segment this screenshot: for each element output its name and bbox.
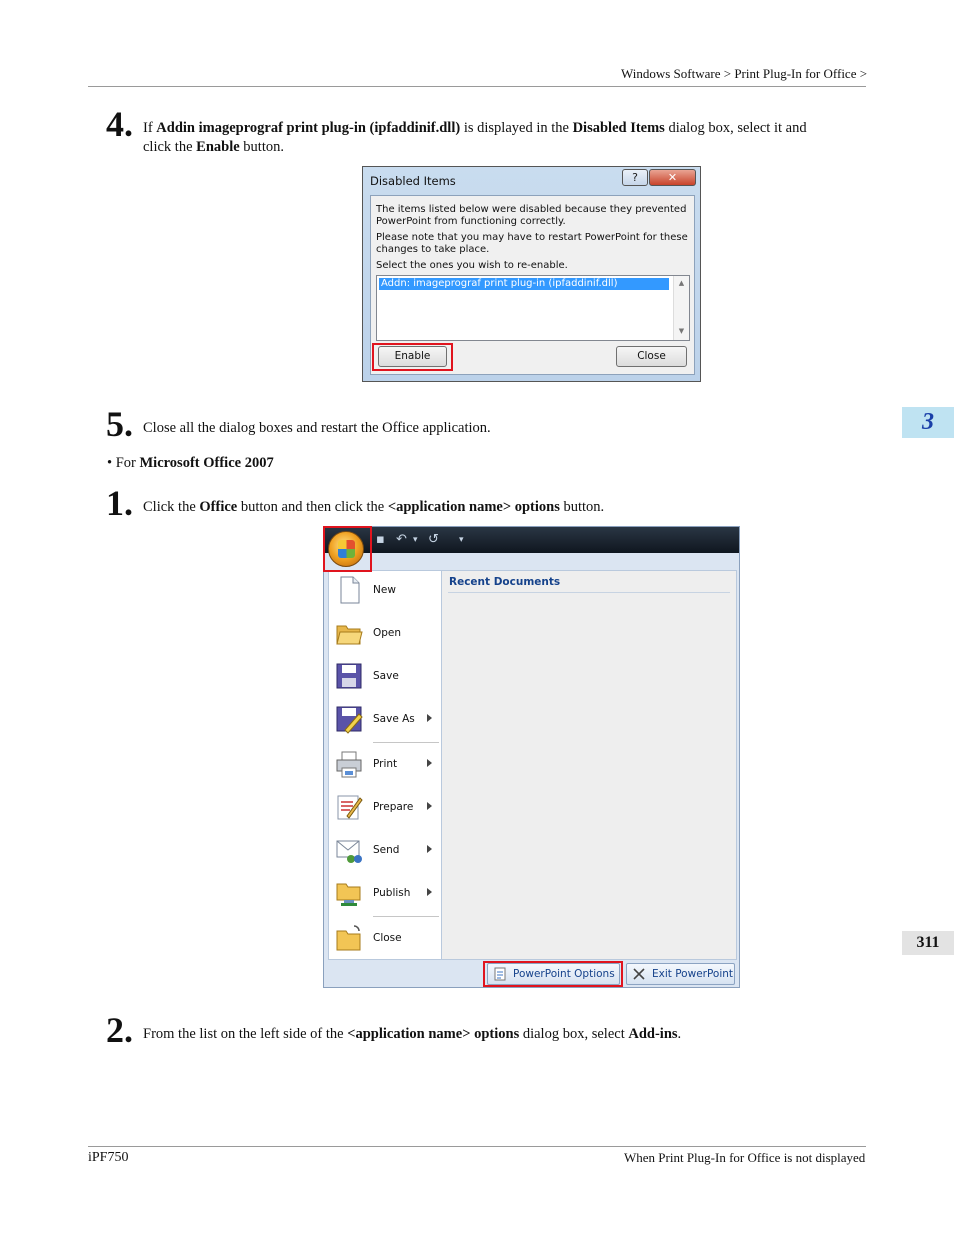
header-rule (88, 86, 866, 87)
step-1-number: 1. (106, 483, 133, 523)
dialog-close-icon[interactable]: ✕ (649, 169, 696, 186)
step-5-number: 5. (106, 404, 133, 444)
menu-item-save[interactable]: Save (333, 659, 441, 695)
submenu-arrow-icon (427, 802, 432, 810)
list-scrollbar[interactable] (673, 276, 689, 340)
menu-item-close[interactable]: Close (333, 921, 441, 957)
save-icon[interactable]: ▪ (376, 532, 385, 547)
step-4-text: If Addin imageprograf print plug-in (ipfaddinif.dll) is displayed in the Disabled Items dialog box, select it and click the Enable button. (143, 120, 807, 155)
prepare-icon (335, 792, 363, 822)
enable-button[interactable]: Enable (378, 346, 447, 367)
enable-highlight (372, 343, 453, 371)
options-button-highlight (483, 961, 623, 987)
save-disk-icon (335, 661, 363, 691)
recent-documents-title: Recent Documents (449, 576, 561, 588)
publish-icon (335, 878, 363, 908)
menu-item-publish[interactable]: Publish (333, 876, 441, 912)
dialog-message-line: The items listed below were disabled because they prevented (376, 204, 687, 215)
recent-documents-divider (448, 592, 730, 593)
submenu-arrow-icon (427, 888, 432, 896)
quick-access-toolbar (324, 527, 739, 553)
step-2-number: 2. (106, 1010, 133, 1050)
disabled-items-list[interactable] (376, 275, 690, 341)
help-button[interactable]: ? (622, 169, 648, 186)
open-folder-icon (335, 618, 363, 648)
scroll-down-icon[interactable]: ▼ (678, 327, 685, 335)
save-as-icon (335, 704, 363, 734)
step-5-text: Close all the dialog boxes and restart the Office application. (143, 420, 491, 436)
dropdown-icon[interactable]: ▾ (413, 535, 418, 545)
scroll-up-icon[interactable]: ▲ (678, 279, 685, 287)
dialog-message-line: changes to take place. (376, 244, 490, 255)
footer-model: iPF750 (88, 1150, 129, 1165)
menu-item-prepare[interactable]: Prepare (333, 790, 441, 826)
dialog-title: Disabled Items (370, 174, 456, 188)
close-button[interactable]: Close (616, 346, 687, 367)
dialog-message-line: Please note that you may have to restart PowerPoint for these (376, 232, 688, 243)
send-icon (335, 835, 363, 865)
list-item-selected[interactable]: Addn: imageprograf print plug-in (ipfaddinif.dll) (379, 278, 669, 290)
dialog-message-line: Select the ones you wish to re-enable. (376, 260, 568, 271)
submenu-arrow-icon (427, 845, 432, 853)
exit-powerpoint-button[interactable]: Exit PowerPoint (626, 963, 735, 985)
menu-item-new[interactable]: New (333, 573, 441, 609)
menu-item-open[interactable]: Open (333, 616, 441, 652)
menu-item-print[interactable]: Print (333, 747, 441, 783)
menu-separator (373, 916, 439, 917)
undo-icon[interactable]: ↶ (396, 532, 407, 547)
exit-x-icon (633, 967, 645, 981)
page-number: 311 (902, 931, 954, 955)
chapter-tab: 3 (902, 407, 954, 438)
customize-qat-icon[interactable]: ▾ (459, 535, 464, 545)
office-menu-screenshot (323, 526, 740, 988)
footer-section-title: When Print Plug-In for Office is not displayed (624, 1150, 866, 1165)
office-button-highlight (323, 526, 372, 572)
step-1-text: Click the Office button and then click the <application name> options button. (143, 499, 605, 515)
close-folder-icon (335, 923, 363, 953)
printer-icon (335, 749, 363, 779)
powerpoint-options-button[interactable]: PowerPoint Options (487, 963, 620, 985)
footer-rule (88, 1146, 866, 1147)
header-breadcrumb: Windows Software > Print Plug-In for Office > (621, 66, 868, 81)
submenu-arrow-icon (427, 714, 432, 722)
submenu-arrow-icon (427, 759, 432, 767)
redo-icon[interactable]: ↺ (428, 532, 439, 547)
step-4-number: 4. (106, 104, 133, 144)
step-2-text: From the list on the left side of the <application name> options dialog box, select Add-ins. (143, 1026, 682, 1042)
bullet-office-2007: • For Microsoft Office 2007 (107, 455, 274, 471)
menu-item-save-as[interactable]: Save As (333, 702, 441, 738)
recent-documents-pane (441, 570, 737, 960)
office-menu-commands (328, 570, 442, 960)
new-document-icon (335, 575, 363, 605)
menu-separator (373, 742, 439, 743)
dialog-message-line: PowerPoint from functioning correctly. (376, 216, 566, 227)
menu-item-send[interactable]: Send (333, 833, 441, 869)
